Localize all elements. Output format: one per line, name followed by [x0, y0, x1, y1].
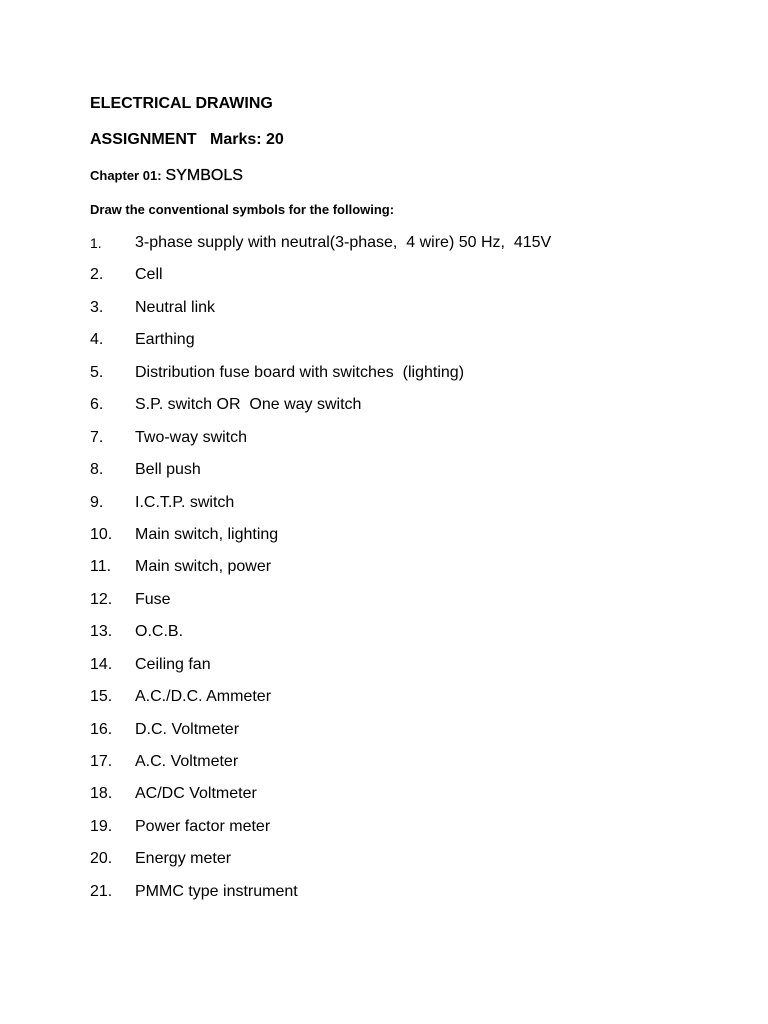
list-item	[90, 460, 730, 492]
list-item	[90, 525, 730, 557]
list-item-text: Ceiling fan	[135, 655, 211, 673]
list-item-text: Earthing	[135, 331, 195, 349]
list-item-number: 2.	[90, 266, 104, 284]
list-item	[90, 622, 730, 654]
list-item	[90, 265, 730, 297]
list-item-text: Main switch, lighting	[135, 525, 279, 543]
list-item-number: 21.	[90, 882, 113, 900]
list-item-number: 3.	[90, 298, 104, 316]
list-item-text: Energy meter	[135, 850, 232, 868]
list-item-number: 7.	[90, 428, 104, 446]
list-item	[90, 363, 730, 395]
list-item-number: 8.	[90, 461, 104, 479]
list-item-text: O.C.B.	[135, 623, 184, 641]
list-item-number: 15.	[90, 688, 113, 706]
list-item-number: 1.	[90, 235, 102, 251]
list-item-number: 9.	[90, 493, 104, 511]
list-item-number: 16.	[90, 720, 113, 738]
list-item-text: Fuse	[135, 590, 171, 608]
list-item-text: Cell	[135, 266, 163, 284]
chapter-label: Chapter 01:	[90, 168, 162, 183]
list-item-text: A.C. Voltmeter	[135, 753, 239, 770]
document-title: ELECTRICAL DRAWING	[90, 95, 273, 112]
list-item	[90, 882, 730, 914]
list-item-text: AC/DC Voltmeter	[135, 785, 257, 803]
list-item	[90, 428, 730, 460]
list-item	[90, 849, 730, 881]
list-item-number: 12.	[90, 590, 113, 608]
list-item-text: Distribution fuse board with switches (lighting)	[135, 363, 465, 381]
list-item-text: Bell push	[135, 461, 201, 479]
symbol-list	[90, 233, 730, 914]
assignment-heading: ASSIGNMENT Marks: 20	[90, 131, 284, 148]
list-item	[90, 720, 730, 752]
list-item-number: 13.	[90, 623, 113, 641]
list-item	[90, 493, 730, 525]
list-item-number: 10.	[90, 525, 113, 543]
list-item-number: 11.	[90, 558, 112, 576]
list-item	[90, 655, 730, 687]
list-item-text: Two-way switch	[135, 428, 248, 446]
list-item-text: Power factor meter	[135, 817, 271, 835]
list-item	[90, 590, 730, 622]
list-item-text: Neutral link	[135, 298, 216, 316]
list-item	[90, 752, 730, 784]
list-item-text: PMMC type instrument	[135, 882, 298, 900]
list-item-number: 5.	[90, 363, 104, 381]
list-item-number: 4.	[90, 331, 104, 349]
list-item	[90, 233, 730, 265]
chapter-title: SYMBOLS	[165, 167, 243, 184]
list-item-number: 19.	[90, 817, 113, 835]
list-item-text: D.C. Voltmeter	[135, 720, 240, 738]
list-item	[90, 298, 730, 330]
list-item-number: 17.	[90, 753, 113, 770]
list-item-number: 18.	[90, 785, 113, 803]
chapter-heading	[90, 166, 243, 186]
list-item-text: 3-phase supply with neutral(3-phase, 4 wire) 50 Hz, 415V	[135, 234, 552, 251]
list-item	[90, 395, 730, 427]
list-item-text: Main switch, power	[135, 558, 272, 576]
list-item	[90, 330, 730, 362]
list-item	[90, 557, 730, 589]
list-item-number: 14.	[90, 655, 113, 673]
list-item-number: 20.	[90, 850, 113, 868]
list-item	[90, 687, 730, 719]
list-item-number: 6.	[90, 396, 104, 414]
list-item-text: S.P. switch OR One way switch	[135, 396, 362, 414]
instruction-text: Draw the conventional symbols for the following:	[90, 202, 395, 217]
list-item-text: I.C.T.P. switch	[135, 493, 235, 511]
list-item-text: A.C./D.C. Ammeter	[135, 688, 272, 706]
list-item	[90, 817, 730, 849]
list-item	[90, 784, 730, 816]
